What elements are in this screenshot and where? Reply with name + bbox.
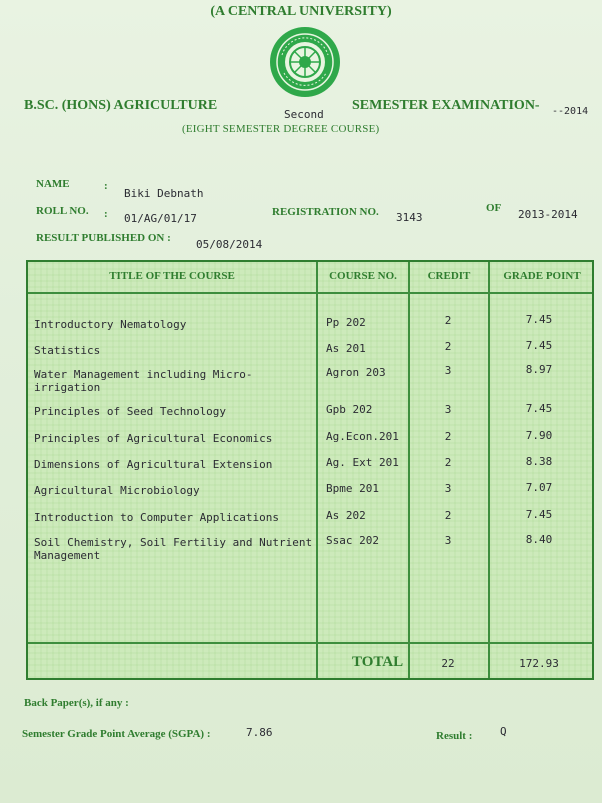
name-label: NAME xyxy=(36,178,70,190)
semester-value: Second xyxy=(284,108,324,121)
course-credit: 3 xyxy=(444,364,452,377)
course-code: Gpb 202 xyxy=(326,403,373,416)
course-code: Ag. Ext 201 xyxy=(326,456,399,469)
course-grade-point: 7.45 xyxy=(525,313,553,326)
published-date: 05/08/2014 xyxy=(196,238,263,251)
course-grade-point: 7.07 xyxy=(525,481,553,494)
course-credit: 2 xyxy=(444,509,452,522)
session-year: 2013-2014 xyxy=(518,208,578,221)
of-label: OF xyxy=(486,202,502,214)
course-title: Water Management including Micro-irrigation xyxy=(34,368,253,394)
course-grade-point: 8.38 xyxy=(525,455,553,468)
course-grade-point: 7.45 xyxy=(525,508,553,521)
header-credit: CREDIT xyxy=(427,270,471,282)
header-grade-point: GRADE POINT xyxy=(503,270,581,282)
course-grade-point: 7.90 xyxy=(525,429,553,442)
course-title: Agricultural Microbiology xyxy=(34,484,200,497)
course-credit: 2 xyxy=(444,340,452,353)
back-paper-label: Back Paper(s), if any : xyxy=(24,697,129,709)
roll-colon: : xyxy=(104,208,108,220)
result-value: Q xyxy=(500,725,507,738)
course-code: Ag.Econ.201 xyxy=(326,430,399,443)
course-grade-point: 7.45 xyxy=(525,402,553,415)
header-course-no: COURSE NO. xyxy=(329,270,397,282)
published-label: RESULT PUBLISHED ON : xyxy=(36,232,171,244)
course-credit: 2 xyxy=(444,314,452,327)
course-credit: 2 xyxy=(444,456,452,469)
name-colon: : xyxy=(104,180,108,192)
university-title: (A CENTRAL UNIVERSITY) xyxy=(210,4,392,19)
course-title: Principles of Seed Technology xyxy=(34,405,227,418)
course-title: Introductory Nematology xyxy=(34,318,187,331)
header-title: TITLE OF THE COURSE xyxy=(109,270,235,282)
result-label: Result : xyxy=(436,730,473,742)
total-credit: 22 xyxy=(441,657,455,670)
course-code: Pp 202 xyxy=(326,316,366,329)
course-code: As 202 xyxy=(326,509,366,522)
course-credit: 3 xyxy=(444,482,452,495)
registration-label: REGISTRATION NO. xyxy=(272,206,379,218)
student-name: Biki Debnath xyxy=(124,187,204,200)
program-title: B.SC. (HONS) AGRICULTURE xyxy=(24,98,218,113)
exam-title: SEMESTER EXAMINATION- xyxy=(352,98,540,113)
course-grade-point: 8.97 xyxy=(525,363,553,376)
course-grade-point: 7.45 xyxy=(525,339,553,352)
course-title: Introduction to Computer Applications xyxy=(34,511,280,524)
course-code: Bpme 201 xyxy=(326,482,379,495)
university-seal-icon xyxy=(268,25,342,99)
course-credit: 2 xyxy=(444,430,452,443)
course-title: Soil Chemistry, Soil Fertiliy and Nutrient Management xyxy=(34,536,313,562)
course-title: Statistics xyxy=(34,344,101,357)
sgpa-label: Semester Grade Point Average (SGPA) : xyxy=(22,728,211,740)
course-code: Ssac 202 xyxy=(326,534,379,547)
total-grade-point: 172.93 xyxy=(519,657,559,670)
course-title: Principles of Agricultural Economics xyxy=(34,432,273,445)
course-code: Agron 203 xyxy=(326,366,386,379)
course-credit: 3 xyxy=(444,403,452,416)
course-grade-point: 8.40 xyxy=(525,533,553,546)
course-credit: 3 xyxy=(444,534,452,547)
roll-label: ROLL NO. xyxy=(36,205,89,217)
roll-number: 01/AG/01/17 xyxy=(124,212,197,225)
course-title: Dimensions of Agricultural Extension xyxy=(34,458,273,471)
registration-number: 3143 xyxy=(396,211,423,224)
grades-table xyxy=(26,260,594,680)
total-label: TOTAL xyxy=(352,654,404,670)
exam-year: --2014 xyxy=(552,106,589,117)
course-code: As 201 xyxy=(326,342,366,355)
sgpa-value: 7.86 xyxy=(246,726,273,739)
course-type: (EIGHT SEMESTER DEGREE COURSE) xyxy=(182,123,380,135)
